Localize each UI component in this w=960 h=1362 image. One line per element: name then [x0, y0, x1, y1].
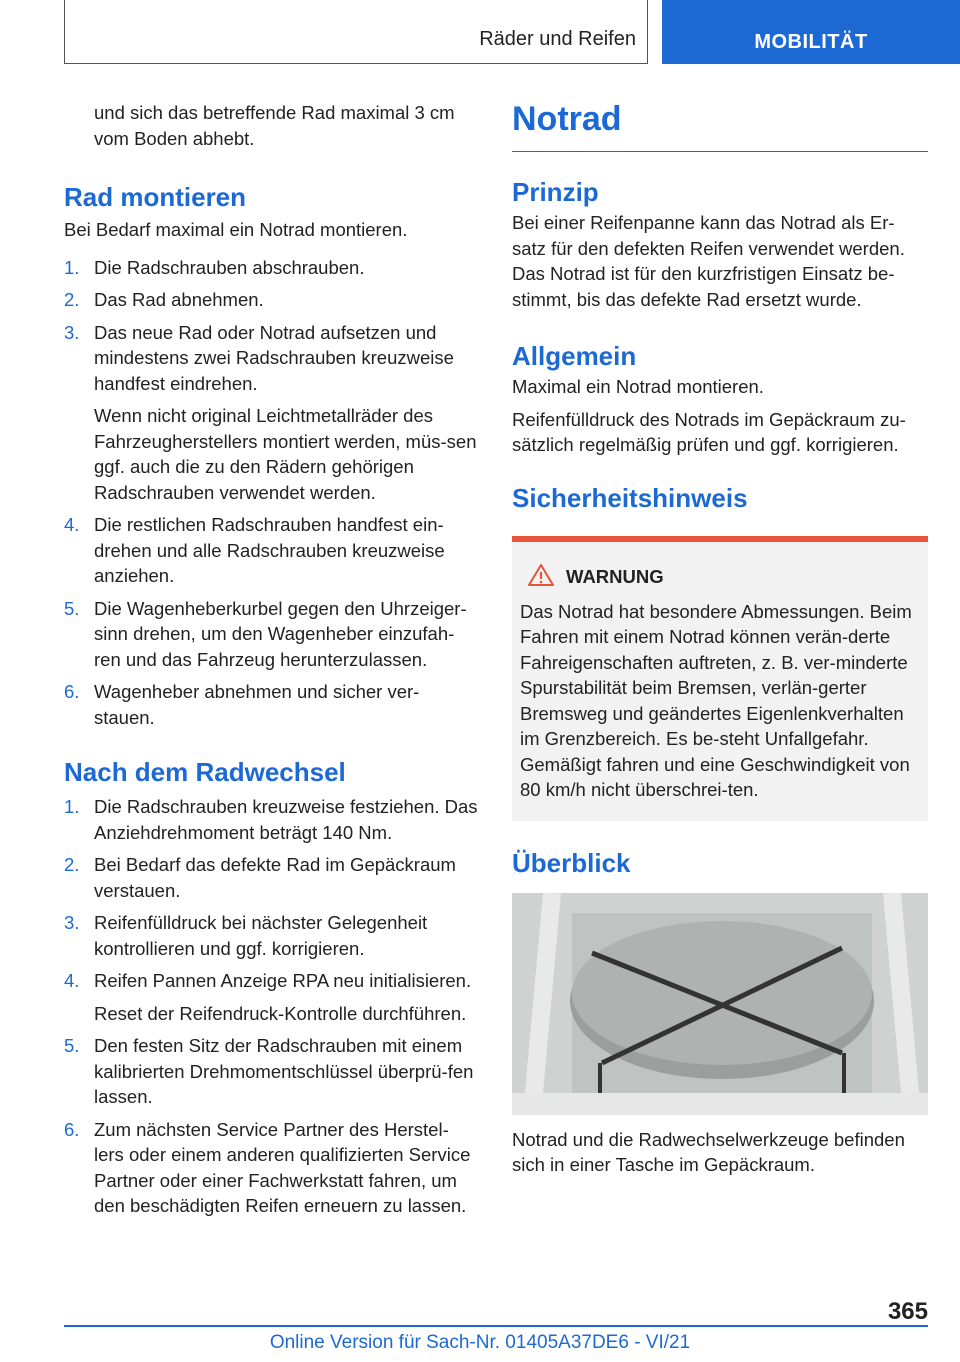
list-item: 3. Das neue Rad oder Notrad aufsetzen und mindestens zwei Radschrauben kreuzweise handfest eindrehen. Wenn nicht original Leichtmetallräder des Fahrzeugherstellers montiert werden, müs-sen ggf. auch die zu den Rädern gehörigen Radschrauben verwendet werden.	[64, 320, 478, 506]
footer-version-text: Online Version für Sach-Nr. 01405A37DE6 - VI/21	[269, 1332, 691, 1353]
spare-wheel-photo	[512, 893, 928, 1115]
allgemein-text-1: Maximal ein Notrad montieren.	[512, 376, 764, 397]
list-item: 4. Reifen Pannen Anzeige RPA neu initialisieren. Reset der Reifendruck-Kontrolle durchführen.	[64, 968, 478, 1026]
list-item: 1. Die Radschrauben kreuzweise festziehen. Das Anziehdrehmoment beträgt 140 Nm.	[64, 796, 478, 843]
list-item: 4. Die restlichen Radschrauben handfest ein-drehen und alle Radschrauben kreuzweise anziehen.	[64, 514, 445, 586]
step-note: Reset der Reifendruck-Kontrolle durchführen.	[94, 1002, 467, 1024]
allgemein-text-2: Reifenfülldruck des Notrads im Gepäckraum zu-sätzlich regelmäßig prüfen und ggf. korrigieren.	[512, 408, 906, 455]
intro-text: und sich das betreffende Rad maximal 3 cm vom Boden abhebt.	[94, 102, 455, 149]
prinzip-text: Bei einer Reifenpanne kann das Notrad als Er-satz für den defekten Reifen verwendet werden. Das Notrad ist für den kurzfristigen Einsatz be-stimmt, bis das defekte Rad ersetzt wurde.	[512, 212, 905, 310]
list-item: 2. Das Rad abnehmen.	[64, 289, 264, 310]
header-chapter-tab[interactable]: MOBILITÄT	[662, 0, 960, 64]
list-item: 1. Die Radschrauben abschrauben.	[64, 256, 365, 278]
heading-sicherheitshinweis: Sicherheitshinweis	[512, 482, 748, 513]
photo-caption: Notrad und die Radwechselwerkzeuge befinden sich in einer Tasche im Gepäckraum.	[512, 1128, 905, 1175]
heading-prinzip: Prinzip	[512, 177, 599, 207]
heading-ueberblick: Überblick	[512, 847, 631, 878]
heading-rad-montieren: Rad montieren	[64, 182, 247, 212]
page-number: 365	[887, 1298, 928, 1325]
warning-box	[512, 536, 928, 821]
rad-montieren-lead: Bei Bedarf maximal ein Notrad montieren.	[64, 219, 408, 240]
list-item: 2. Bei Bedarf das defekte Rad im Gepäckraum verstauen.	[64, 854, 456, 901]
footer-divider	[64, 1325, 928, 1327]
left-column	[64, 100, 478, 1226]
page-title-notrad: Notrad	[512, 100, 928, 152]
list-item: 3. Reifenfülldruck bei nächster Gelegenheit kontrollieren und ggf. korrigieren.	[64, 912, 428, 959]
list-item: 5. Die Wagenheberkurbel gegen den Uhrzeiger-sinn drehen, um den Wagenheber einzufah-ren und das Fahrzeug herunterzulassen.	[64, 597, 467, 670]
step-note: Wenn nicht original Leichtmetallräder des Fahrzeugherstellers montiert werden, müs-sen ggf. auch die zu den Rädern gehörigen Radschrauben verwendet werden.	[94, 405, 477, 503]
heading-nach-dem-radwechsel: Nach dem Radwechsel	[64, 757, 346, 787]
right-column	[512, 100, 928, 1178]
nach-dem-radwechsel-steps	[64, 794, 478, 1219]
heading-allgemein: Allgemein	[512, 341, 637, 371]
header-section-title: Räder und Reifen	[479, 28, 636, 50]
warning-triangle-icon	[528, 564, 554, 591]
list-item: 5. Den festen Sitz der Radschrauben mit einem kalibrierten Drehmomentschlüssel überprü-fen lassen.	[64, 1035, 474, 1107]
list-item: 6. Wagenheber abnehmen und sicher ver-stauen.	[64, 681, 420, 728]
warning-label: WARNUNG	[566, 566, 664, 587]
list-item: 6. Zum nächsten Service Partner des Herstel-lers oder einem anderen qualifizierten Service Partner oder einer Fachwerkstatt fahren, um den beschädigten Reifen erneuern zu lassen.	[64, 1118, 471, 1216]
rad-montieren-steps	[64, 255, 478, 731]
warning-text: Das Notrad hat besondere Abmessungen. Beim Fahren mit einem Notrad können verän-derte Fahreigenschaften auftreten, z. B. ver-minderte Spurstabilität beim Bremsen, verlän-gerter Bremsweg und geändertes Eigenlenkverhalten im Grenzbereich. Es be-steht Unfallgefahr. Gemäßigt fahren und eine Geschwindigkeit von 80 km/h nicht überschrei-ten.	[520, 600, 912, 800]
